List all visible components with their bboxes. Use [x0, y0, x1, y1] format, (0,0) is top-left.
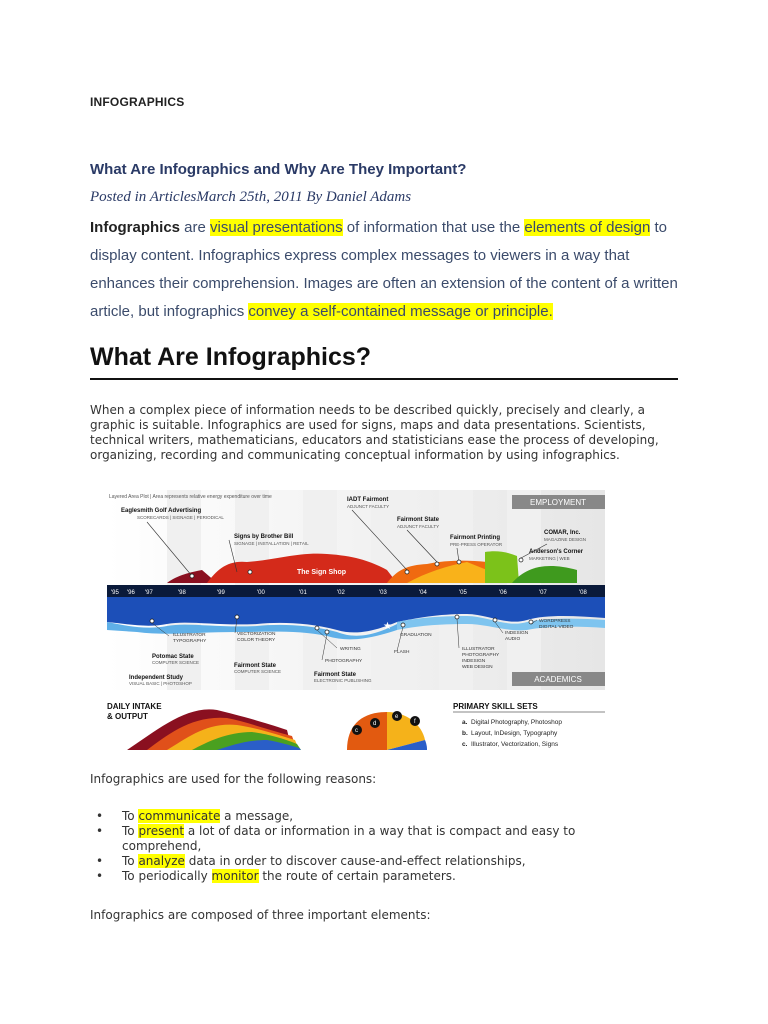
job-6-name: COMAR, Inc.	[544, 530, 581, 536]
year-label: '97	[145, 590, 153, 596]
graduation-star-icon: ★	[383, 621, 392, 632]
academic-web-design: WEB DESIGN	[462, 665, 493, 670]
intro-paragraph	[90, 214, 690, 326]
school-1-name: Potomac State	[152, 654, 194, 660]
year-label: '08	[579, 590, 587, 596]
year-label: '02	[337, 590, 345, 596]
article-title: What Are Infographics and Why Are They Important?	[90, 161, 467, 178]
figure-caption: Layered Area Plot | Area represents relative energy expenditure over time	[109, 494, 272, 500]
academic-illustrator-2: ILLUSTRATOR	[462, 647, 495, 652]
heading-rule	[90, 378, 678, 380]
job-5-name: Fairmont Printing	[450, 535, 500, 541]
badge-d: d	[373, 721, 377, 727]
reason-text: data in order to discover cause-and-effect relationships,	[184, 854, 526, 868]
job-7-name: Anderson's Corner	[529, 549, 584, 555]
job-3-name: IADT Fairmont	[347, 497, 389, 503]
list-item	[90, 824, 610, 854]
daily-output-label: & OUTPUT	[107, 712, 148, 721]
job-5-sub: PRE-PRESS OPERATOR	[450, 542, 503, 547]
year-label: '05	[459, 590, 467, 596]
highlight-monitor: monitor	[211, 869, 259, 883]
skill-a-letter: a.	[462, 719, 468, 726]
academic-wordpress: WORDPRESS	[539, 619, 571, 624]
academic-graduation: GRADUATION	[400, 633, 432, 638]
reason-text: the route of certain parameters.	[258, 869, 456, 883]
job-1-name: Eaglesmith Golf Advertising	[121, 508, 202, 514]
job-7-sub: MARKETING | WEB	[529, 556, 570, 561]
year-label: '98	[178, 590, 186, 596]
intro-text-1: are	[180, 219, 211, 236]
reason-text: a message,	[220, 809, 294, 823]
highlight-communicate: communicate	[138, 809, 221, 823]
year-label: '01	[299, 590, 307, 596]
job-4-name: Fairmont State	[397, 517, 440, 523]
area-comar	[485, 551, 519, 583]
skill-b-text: Layout, InDesign, Typography	[471, 730, 558, 737]
job-6-sub: MAGAZINE DESIGN	[544, 537, 587, 542]
intro-term: Infographics	[90, 219, 181, 236]
badge-c: c	[355, 728, 358, 734]
year-label: '07	[539, 590, 547, 596]
skills-title: PRIMARY SKILL SETS	[453, 702, 538, 711]
job-4-sub: ADJUNCT FACULTY	[397, 524, 440, 529]
school-2-name: Independent Study	[129, 675, 183, 681]
academic-indesign: INDESIGN	[505, 631, 529, 636]
school-2-sub: VISUAL BASIC | PHOTOSHOP	[129, 681, 192, 686]
academic-vectorization: VECTORIZATION	[237, 632, 276, 637]
academic-photography-2: PHOTOGRAPHY	[462, 653, 500, 658]
highlight-visual-presentations: visual presentations	[210, 219, 343, 236]
year-label: '06	[499, 590, 507, 596]
job-2-name: Signs by Brother Bill	[234, 534, 294, 540]
job-2-sub: SIGNAGE | INSTALLATION | RETAIL	[234, 541, 309, 546]
reasons-list	[90, 809, 610, 884]
daily-intake-label: DAILY INTAKE	[107, 702, 162, 711]
skill-b-letter: b.	[462, 730, 468, 737]
year-label: '99	[217, 590, 225, 596]
list-item	[90, 869, 610, 884]
reason-text: a lot of data or information in a way that is compact and easy to comprehend,	[122, 824, 576, 853]
reasons-intro: Infographics are used for the following reasons:	[90, 772, 377, 786]
year-label: '96	[127, 590, 135, 596]
year-label: '04	[419, 590, 427, 596]
posted-byline: Posted in ArticlesMarch 25th, 2011 By Daniel Adams	[90, 189, 412, 205]
school-4-sub: ELECTRONIC PUBLISHING	[314, 678, 372, 683]
skill-a-text: Digital Photography, Photoshop	[471, 719, 562, 726]
academic-illustrator: ILLUSTRATOR	[173, 633, 206, 638]
academic-color-theory: COLOR THEORY	[237, 638, 276, 643]
year-label: '00	[257, 590, 265, 596]
skill-c-letter: c.	[462, 741, 468, 748]
academic-audio: AUDIO	[505, 637, 521, 642]
section-paragraph: When a complex piece of information needs to be described quickly, precisely and clearly, a graphic is suitable. Infographics are used for signs, maps and data presentations. Scientists, technical writers, mathematicians, educators and statisticians ease the process of developing, organizing, recording and communicating conceptual information by using infographics.	[90, 403, 659, 462]
sign-shop-label: The Sign Shop	[297, 569, 346, 576]
bullet: •	[96, 854, 104, 868]
academics-label: ACADEMICS	[534, 675, 582, 684]
job-1-sub: SCORECARDS | SIGNAGE | PERIODICAL	[137, 515, 224, 520]
academic-flash: FLASH	[394, 650, 410, 655]
school-3-sub: COMPUTER SCIENCE	[234, 669, 282, 674]
school-3-name: Fairmont State	[234, 663, 277, 669]
school-1-sub: COMPUTER SCIENCE	[152, 660, 200, 665]
reason-text: To periodically	[122, 869, 212, 883]
elements-intro: Infographics are composed of three important elements:	[90, 908, 431, 922]
section-heading: What Are Infographics?	[90, 343, 372, 371]
intro-text-2: of information that use the	[342, 219, 525, 236]
badge-f: f	[414, 719, 416, 725]
employment-label: EMPLOYMENT	[529, 498, 587, 507]
infographic-figure	[107, 490, 605, 750]
academic-indesign-2: INDESIGN	[462, 659, 486, 664]
infographic-svg	[107, 490, 605, 750]
badge-e: e	[395, 714, 399, 720]
reason-text: To	[122, 809, 139, 823]
academic-writing: WRITING	[340, 647, 361, 652]
bullet: •	[96, 809, 104, 823]
bullet: •	[96, 869, 104, 883]
job-3-sub: ADJUNCT FACULTY	[347, 504, 390, 509]
highlight-analyze: analyze	[138, 854, 185, 868]
reason-text: To	[122, 854, 139, 868]
highlight-self-contained-message: convey a self-contained message or principle.	[248, 303, 553, 320]
school-4-name: Fairmont State	[314, 672, 357, 678]
document-heading: INFOGRAPHICS	[90, 95, 185, 109]
academic-photography: PHOTOGRAPHY	[325, 659, 363, 664]
academic-typography: TYPOGRAPHY	[173, 639, 207, 644]
skill-c-text: Illustrator, Vectorization, Signs	[471, 741, 559, 748]
academic-digital-video: DIGITAL VIDEO	[539, 625, 574, 630]
list-item	[90, 809, 610, 824]
bullet: •	[96, 824, 104, 838]
reason-text: To	[122, 824, 139, 838]
list-item	[90, 854, 610, 869]
year-label: '03	[379, 590, 387, 596]
year-label: '95	[111, 590, 119, 596]
highlight-elements-of-design: elements of design	[524, 219, 651, 236]
intro-text-3: to display content. Infographics express complex messages to viewers in a way that enhances their comprehension. Images are often an extension of the content of a written article, but infographics	[90, 219, 678, 320]
highlight-present: present	[138, 824, 185, 838]
